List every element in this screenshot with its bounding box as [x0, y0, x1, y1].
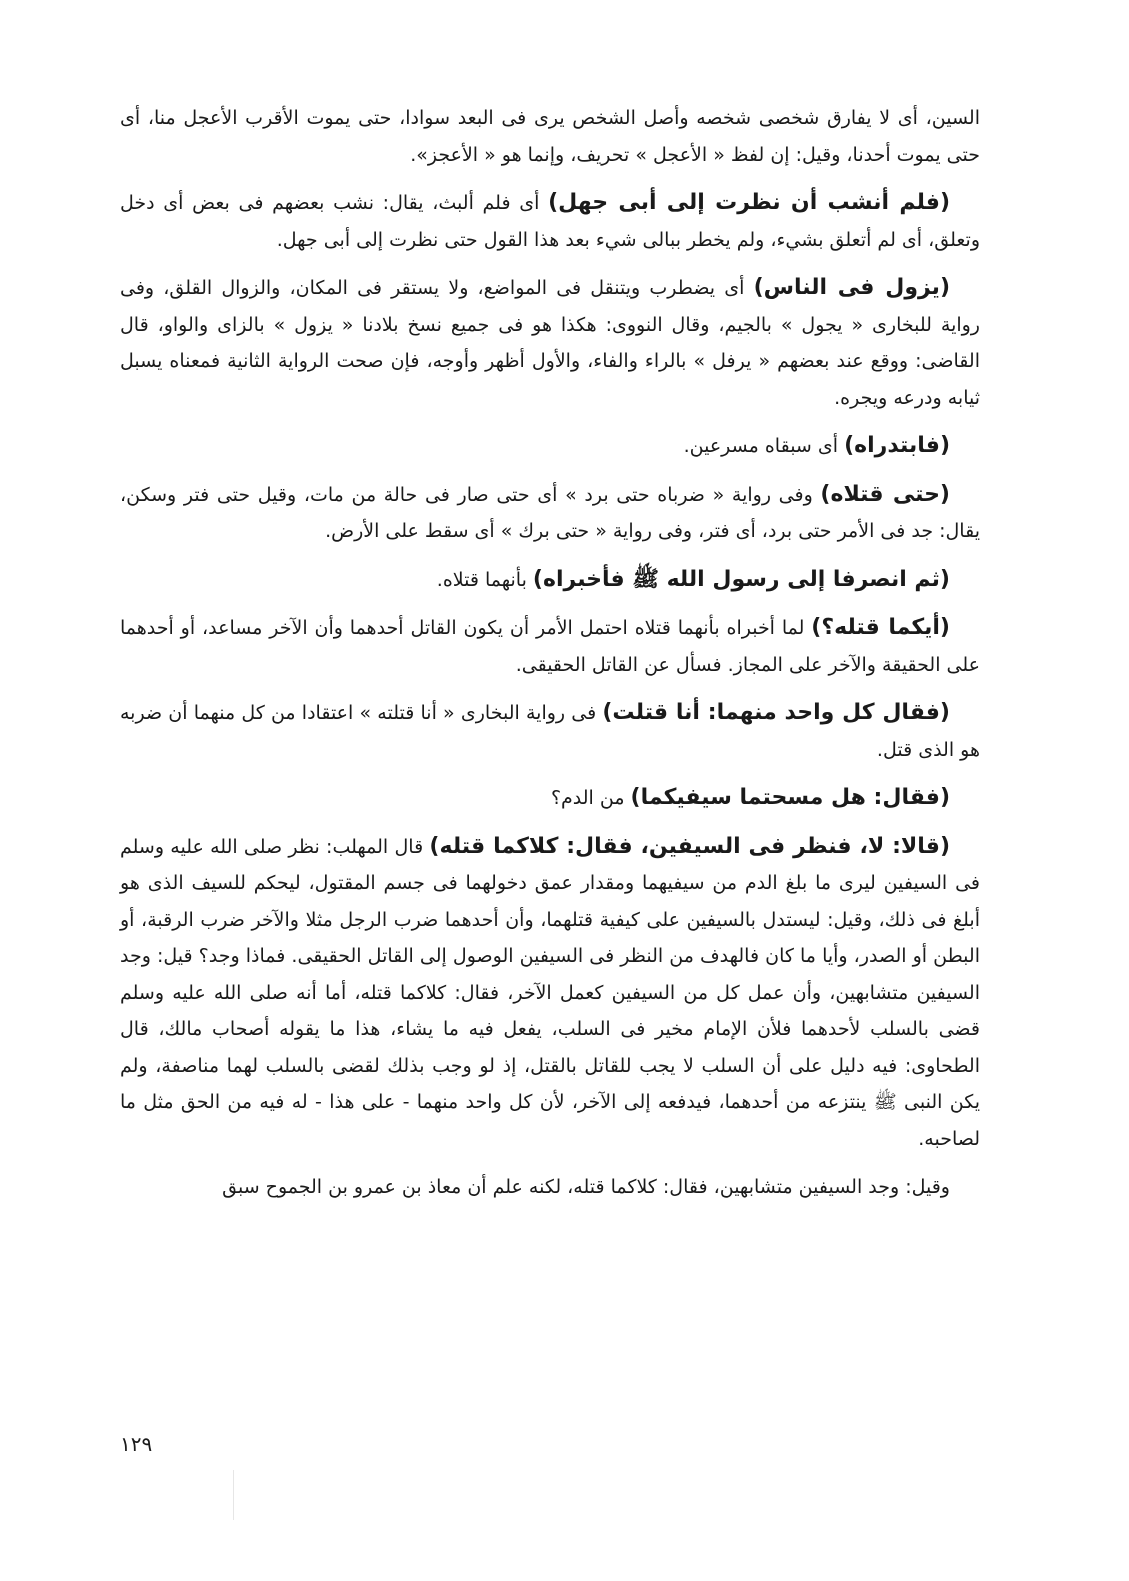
paragraph-5: [120, 477, 980, 550]
paragraph-text: فى رواية البخارى « أنا قتلته » اعتقادا من كل منهما أن ضربه هو الذى قتل.: [120, 702, 980, 761]
paragraph-text: أى يضطرب ويتنقل فى المواضع، ولا يستقر فى المكان، والزوال القلق، وفى رواية للبخارى « يجول » بالجيم، وقال النووى: هكذا هو فى جميع نسخ بلادنا « يزول » بالزاى والواو، قال القاضى: ووقع عند بعضهم « يرفل » بالراء والفاء، والأول أظهر وأوجه، فإن صحت الرواية الثانية فمعناه يسبل ثيابه ودرعه ويجره.: [120, 277, 980, 409]
paragraph-10: [120, 829, 980, 1158]
paragraph-heading: (قالا: لا، فنظر فى السيفين، فقال: كلاكما قتله): [429, 833, 950, 859]
page-body: [120, 100, 980, 1218]
paragraph-7: [120, 610, 980, 683]
scan-crease-line: [233, 1470, 234, 1520]
paragraph-text: أى فلم ألبث، يقال: نشب بعضهم فى بعض أى دخل وتعلق، أى لم أتعلق بشيء، ولم يخطر ببالى شيء بعد هذا القول حتى نظرت إلى أبى جهل.: [120, 192, 980, 251]
paragraph-text: من الدم؟: [550, 787, 631, 809]
paragraph-3: [120, 270, 980, 416]
paragraph-text: السين، أى لا يفارق شخصى شخصه وأصل الشخص يرى فى البعد سوادا، حتى يموت الأقرب الأعجل منا، أى حتى يموت أحدنا، وقيل: إن لفظ « الأعجل » تحريف، وإنما هو « الأعجز».: [120, 107, 980, 166]
paragraph-4: [120, 428, 980, 465]
paragraph-heading: (حتى قتلاه): [820, 481, 950, 507]
paragraph-heading: (فقال: هل مسحتما سيفيكما): [630, 785, 950, 810]
paragraph-text: قال المهلب: نظر صلى الله عليه وسلم فى السيفين ليرى ما بلغ الدم من سيفيهما ومقدار عمق دخولهما فى جسم المقتول، ليحكم للسيف الذى هو أبلغ فى ذلك، وقيل: ليستدل بالسيفين على كيفية قتلهما، وأن أحدهما ضرب الرجل مثلا والآخر ضرب الرقبة، أو البطن أو الصدر، وأيا ما كان فالهدف من النظر فى السيفين الوصول إلى القاتل الحقيقى. فماذا وجد؟ قيل: وجد السيفين متشابهين، وأن عمل كل من السيفين كعمل الآخر، فقال: كلاكما قتله، أما أنه صلى الله عليه وسلم قضى بالسلب لأحدهما فلأن الإمام مخير فى السلب، يفعل فيه ما يشاء، هذا ما يقوله أصحاب مالك، قال الطحاوى: فيه دليل على أن السلب لا يجب للقاتل بالقتل، إذ لو وجب بذلك لقضى بالسلب لهما مناصفة، ولم يكن النبى ﷺ ينتزعه من أحدهما، فيدفعه إلى الآخر، لأن كل واحد منهما - على هذا - له فيه من الحق مثل ما لصاحبه.: [120, 835, 980, 1150]
page-number: ١٢٩: [120, 1432, 153, 1456]
paragraph-11: [120, 1169, 980, 1206]
paragraph-text: لما أخبراه بأنهما قتلاه احتمل الأمر أن يكون القاتل أحدهما وأن الآخر مساعد، أو أحدهما على الحقيقة والآخر على المجاز. فسأل عن القاتل الحقيقى.: [120, 617, 980, 676]
paragraph-2: [120, 185, 980, 258]
paragraph-heading: (فلم أنشب أن نظرت إلى أبى جهل): [548, 190, 951, 215]
paragraph-heading: (ثم انصرفا إلى رسول الله ﷺ فأخبراه): [532, 566, 950, 592]
paragraph-text: وقيل: وجد السيفين متشابهين، فقال: كلاكما قتله، لكنه علم أن معاذ بن عمرو بن الجموح سبق: [222, 1176, 950, 1198]
paragraph-9: [120, 780, 980, 817]
paragraph-text: وفى رواية « ضرباه حتى برد » أى حتى صار فى حالة من مات، وقيل حتى فتر وسكن، يقال: جد فى الأمر حتى برد، أى فتر، وفى رواية « حتى برك » أى سقط على الأرض.: [120, 483, 980, 542]
paragraph-6: [120, 562, 980, 599]
paragraph-heading: (فابتدراه): [844, 433, 950, 458]
paragraph-1: [120, 100, 980, 173]
paragraph-heading: (يزول فى الناس): [753, 275, 950, 300]
paragraph-heading: (فقال كل واحد منهما: أنا قتلت): [602, 700, 950, 725]
paragraph-8: [120, 695, 980, 768]
paragraph-heading: (أيكما قتله؟): [811, 615, 950, 640]
paragraph-text: أى سبقاه مسرعين.: [683, 435, 845, 457]
paragraph-text: بأنهما قتلاه.: [436, 568, 533, 591]
